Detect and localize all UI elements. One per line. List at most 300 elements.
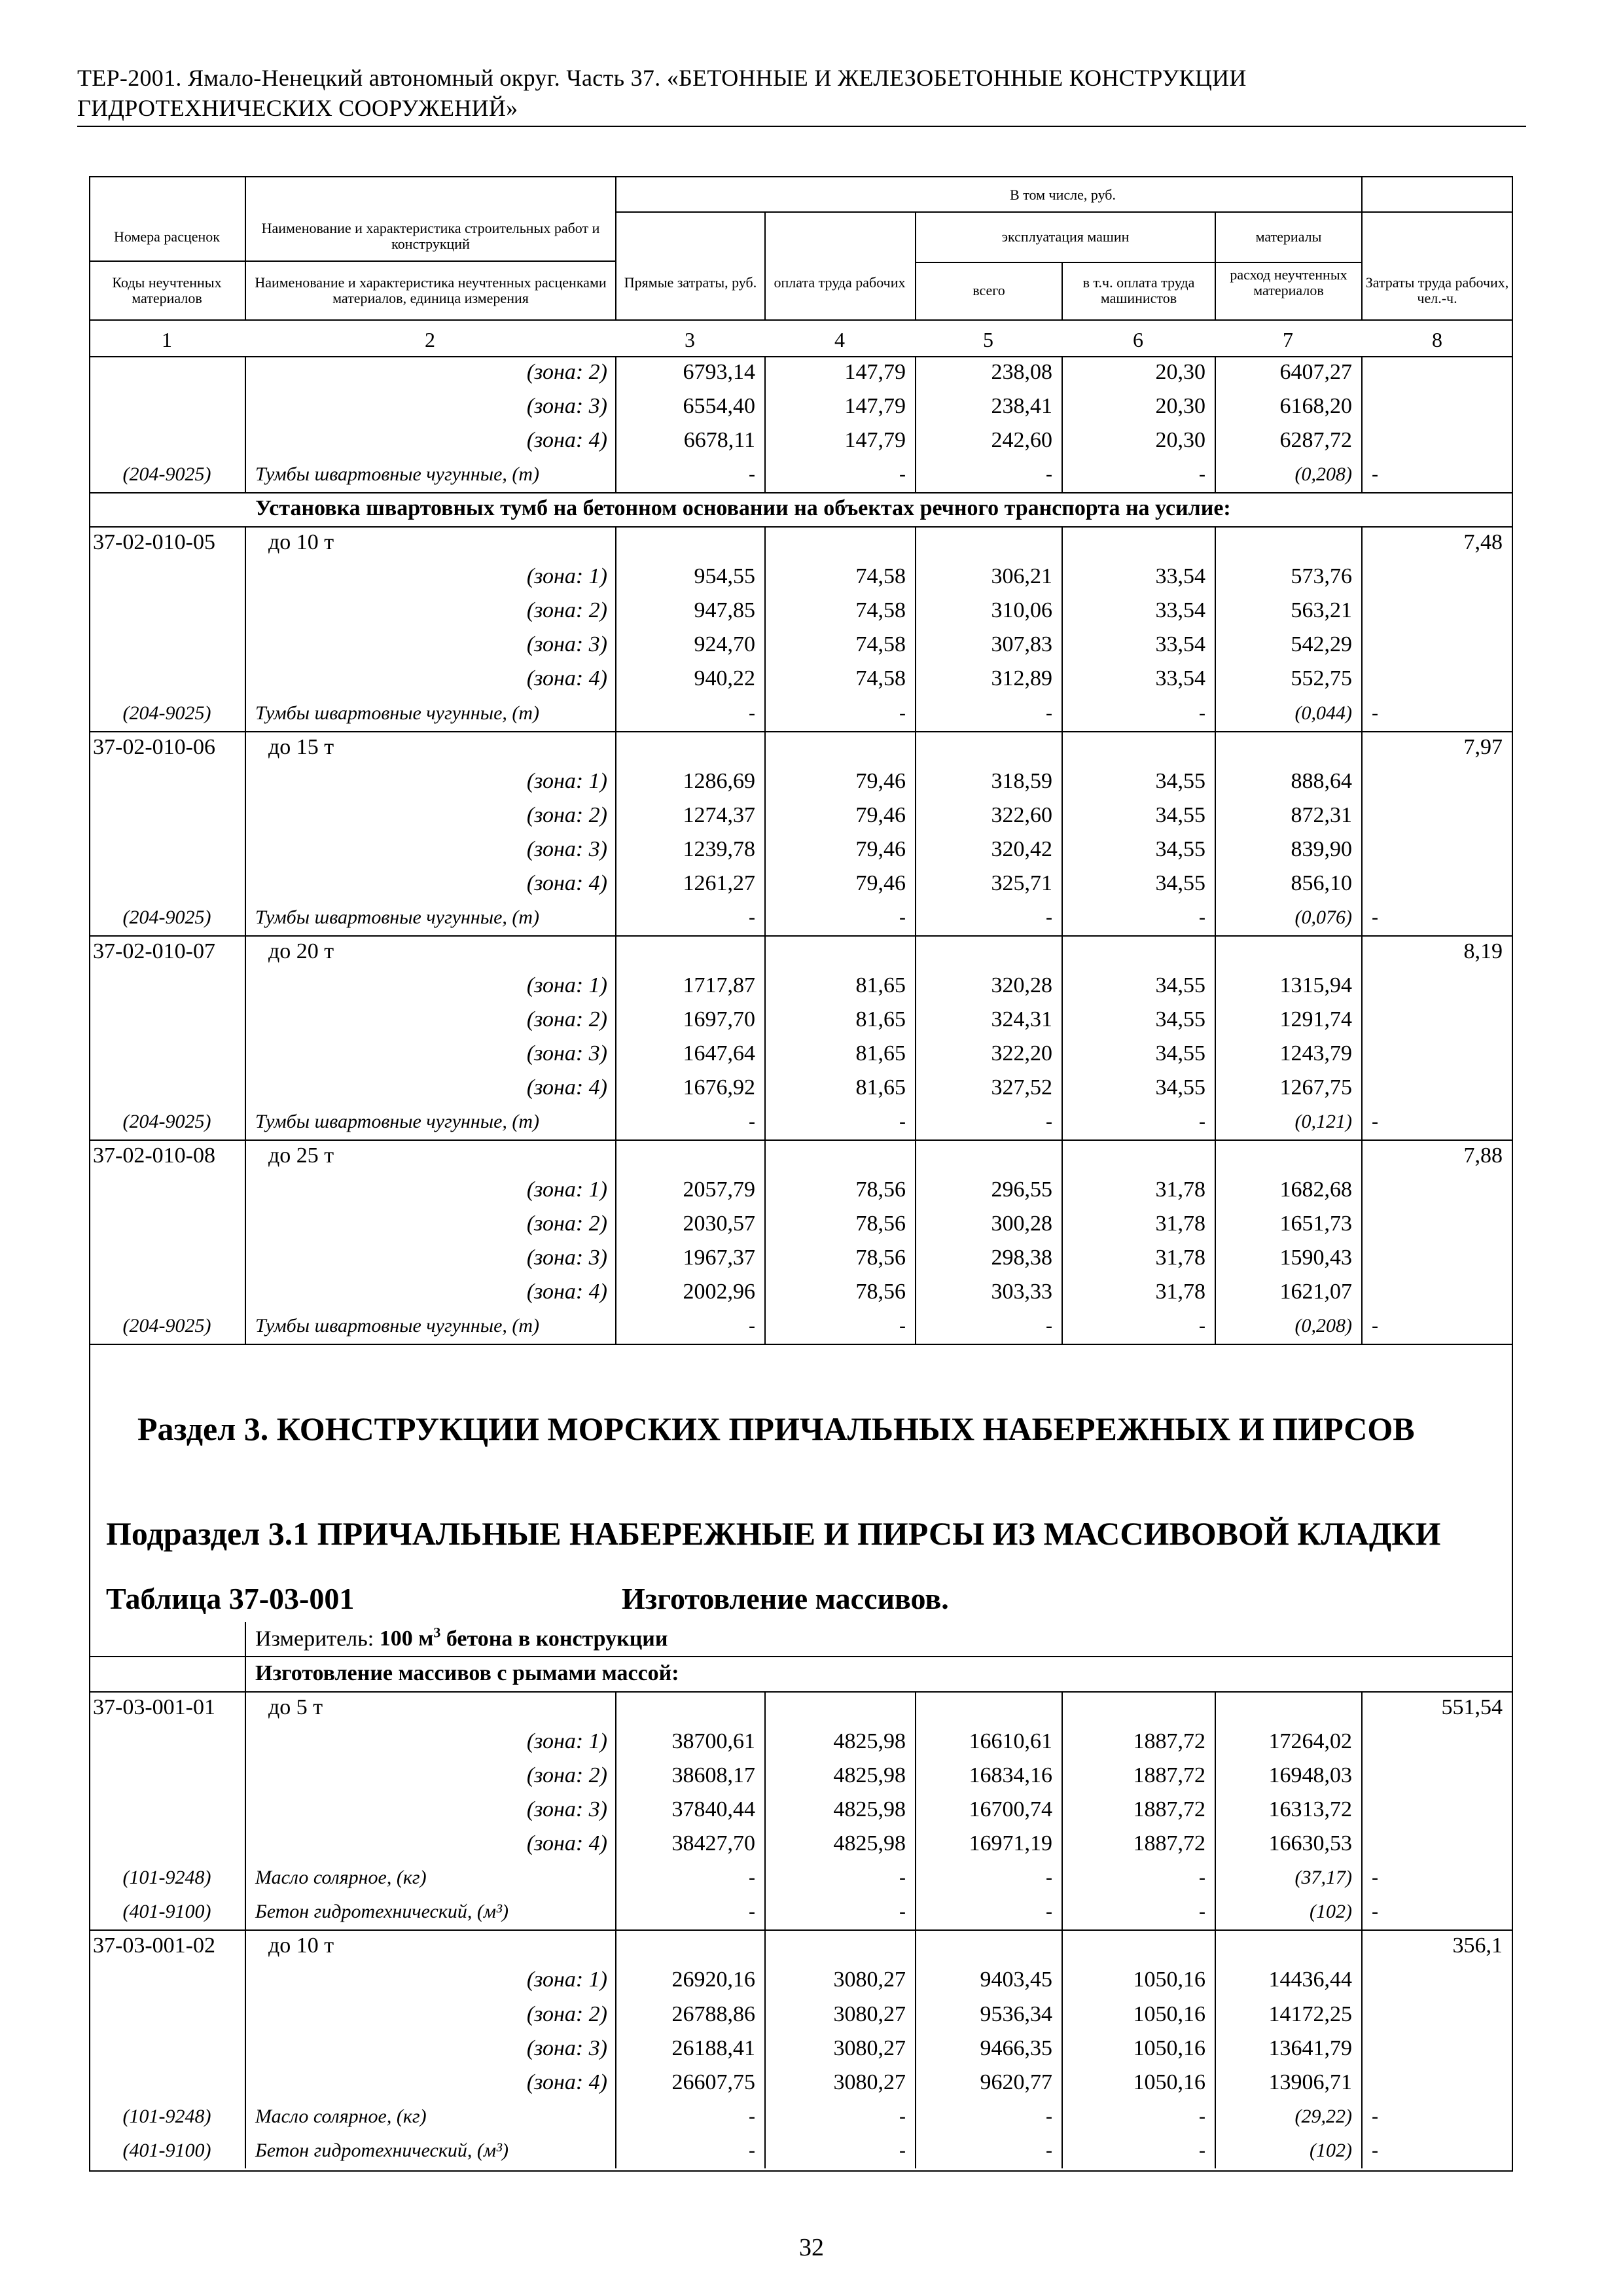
value-cell: 1887,72 — [1133, 1831, 1205, 1856]
rate-code: 37-02-010-07 — [93, 939, 215, 963]
rate-name: до 15 т — [268, 734, 334, 759]
column-rule — [915, 211, 916, 319]
value-cell: 33,54 — [1155, 666, 1205, 691]
material-value: - — [1046, 702, 1052, 724]
zone-label: (зона: 1) — [526, 1177, 607, 1202]
value-cell: 1887,72 — [1133, 1797, 1205, 1822]
value-cell: 34,55 — [1155, 973, 1205, 997]
value-cell: 1291,74 — [1279, 1007, 1352, 1031]
zone-label: (зона: 1) — [526, 1967, 607, 1992]
material-code: (204-9025) — [122, 906, 211, 928]
zone-label: (зона: 4) — [526, 666, 607, 691]
rate-code: 37-02-010-06 — [93, 734, 215, 759]
value-cell: 1050,16 — [1133, 1967, 1205, 1992]
rate-name: до 20 т — [268, 939, 334, 963]
value-cell: 31,78 — [1155, 1280, 1205, 1304]
material-value: - — [899, 2105, 906, 2127]
material-labor: - — [1372, 2139, 1378, 2161]
value-cell: 14172,25 — [1268, 2001, 1352, 2026]
value-cell: 38608,17 — [671, 1763, 755, 1788]
value-cell: 1651,73 — [1279, 1211, 1352, 1236]
head-col2-top: Наименование и характеристика строительных работ и конструкций — [261, 220, 600, 252]
material-labor: - — [1372, 2105, 1378, 2127]
column-rule — [764, 211, 766, 319]
column-number: 8 — [1432, 328, 1442, 351]
zone-label: (зона: 2) — [526, 598, 607, 623]
value-cell: 74,58 — [855, 666, 906, 691]
material-value: - — [1199, 1315, 1205, 1337]
value-cell: 17264,02 — [1268, 1729, 1352, 1754]
value-cell: 1286,69 — [683, 768, 755, 793]
value-cell: 300,28 — [991, 1211, 1052, 1236]
material-value: - — [899, 2139, 906, 2161]
group-heading: Изготовление массивов с рымами массой: — [255, 1661, 679, 1685]
material-code: (401-9100) — [122, 2139, 211, 2161]
zone-label: (зона: 4) — [526, 1831, 607, 1856]
material-labor: - — [1372, 1867, 1378, 1889]
value-cell: 34,55 — [1155, 870, 1205, 895]
head-col1-bottom: Коды неучтенных материалов — [112, 274, 222, 306]
head-col8: Затраты труда рабочих, чел.-ч. — [1365, 274, 1509, 306]
column-rule — [915, 526, 916, 1344]
group-heading: Установка швартовных тумб на бетонном основании на объектах речного транспорта на усилие: — [255, 496, 1231, 521]
zone-label: (зона: 3) — [526, 1246, 607, 1270]
material-value: - — [1199, 463, 1205, 486]
value-cell: 34,55 — [1155, 836, 1205, 861]
value-cell: 34,55 — [1155, 1041, 1205, 1066]
value-cell: 78,56 — [855, 1246, 906, 1270]
material-value: (102) — [1310, 1901, 1352, 1923]
material-value: (0,208) — [1294, 1315, 1352, 1337]
zone-label: (зона: 4) — [526, 2070, 607, 2094]
value-cell: 1590,43 — [1279, 1246, 1352, 1270]
header-rule-split — [89, 260, 615, 262]
value-cell: 1647,64 — [683, 1041, 755, 1066]
value-cell: 9620,77 — [980, 2070, 1052, 2094]
material-code: (401-9100) — [122, 1901, 211, 1923]
material-value: (37,17) — [1294, 1867, 1352, 1889]
labor-value: 7,97 — [1463, 734, 1503, 759]
rate-code: 37-03-001-01 — [93, 1695, 215, 1720]
material-name: Тумбы швартовные чугунные, (т) — [255, 1111, 540, 1133]
value-cell: 26788,86 — [671, 2001, 755, 2026]
value-cell: 79,46 — [855, 802, 906, 827]
value-cell: 79,46 — [855, 768, 906, 793]
zone-label: (зона: 2) — [526, 1763, 607, 1788]
column-rule — [1061, 526, 1063, 1344]
header-line-2: ГИДРОТЕХНИЧЕСКИХ СООРУЖЕНИЙ» — [77, 95, 518, 121]
column-number: 1 — [162, 328, 172, 351]
column-rule — [615, 356, 616, 492]
material-value: - — [1046, 1867, 1052, 1889]
column-rule — [615, 1691, 616, 2168]
value-cell: 307,83 — [991, 632, 1052, 657]
value-cell: 6407,27 — [1279, 360, 1352, 384]
value-cell: 3080,27 — [833, 2001, 906, 2026]
head-col3: Прямые затраты, руб. — [624, 274, 757, 291]
header-rule-machines — [915, 262, 1361, 263]
value-cell: 74,58 — [855, 598, 906, 623]
value-cell: 1887,72 — [1133, 1763, 1205, 1788]
table-rule-end-1 — [89, 1344, 1513, 1345]
value-cell: 2057,79 — [683, 1177, 755, 1202]
head-col1-top: Номера расценок — [114, 228, 220, 245]
value-cell: 79,46 — [855, 836, 906, 861]
value-cell: 13641,79 — [1268, 2036, 1352, 2060]
value-cell: 856,10 — [1291, 870, 1352, 895]
value-cell: 325,71 — [991, 870, 1052, 895]
material-value: - — [1199, 1901, 1205, 1923]
value-cell: 1887,72 — [1133, 1729, 1205, 1754]
material-labor: - — [1372, 1315, 1378, 1337]
value-cell: 14436,44 — [1268, 1967, 1352, 1992]
value-cell: 306,21 — [991, 564, 1052, 589]
value-cell: 81,65 — [855, 1041, 906, 1066]
value-cell: 2002,96 — [683, 1280, 755, 1304]
row-group-rule — [89, 492, 1513, 493]
material-value: - — [1046, 2105, 1052, 2127]
column-number: 3 — [685, 328, 695, 351]
material-value: (0,121) — [1294, 1111, 1352, 1133]
material-value: - — [749, 2139, 755, 2161]
labor-value: 8,19 — [1463, 939, 1503, 963]
value-cell: 322,20 — [991, 1041, 1052, 1066]
value-cell: 6678,11 — [683, 428, 755, 453]
material-value: - — [899, 702, 906, 724]
value-cell: 573,76 — [1291, 564, 1352, 589]
value-cell: 947,85 — [694, 598, 755, 623]
row-group-rule — [89, 526, 1513, 528]
material-labor: - — [1372, 463, 1378, 486]
row-group-rule — [89, 1139, 1513, 1141]
material-value: - — [1046, 1901, 1052, 1923]
header-rule — [77, 126, 1526, 127]
column-rule — [1215, 1691, 1216, 2168]
value-cell: 1050,16 — [1133, 2036, 1205, 2060]
material-value: - — [1046, 906, 1052, 928]
material-value: - — [749, 1111, 755, 1133]
value-cell: 81,65 — [855, 973, 906, 997]
zone-label: (зона: 2) — [526, 1007, 607, 1031]
material-value: - — [1199, 906, 1205, 928]
material-labor: - — [1372, 702, 1378, 724]
value-cell: 38700,61 — [671, 1729, 755, 1754]
value-cell: 1315,94 — [1279, 973, 1352, 997]
head-col4: оплата труда рабочих — [774, 274, 906, 291]
page-number: 32 — [799, 2234, 824, 2261]
value-cell: 16610,61 — [969, 1729, 1052, 1754]
column-number: 5 — [983, 328, 993, 351]
header-rule-bottom — [89, 319, 1513, 321]
material-labor: - — [1372, 1901, 1378, 1923]
zone-label: (зона: 4) — [526, 870, 607, 895]
material-value: (102) — [1310, 2139, 1352, 2161]
material-value: - — [749, 2105, 755, 2127]
value-cell: 9466,35 — [980, 2036, 1052, 2060]
value-cell: 33,54 — [1155, 598, 1205, 623]
value-cell: 16834,16 — [969, 1763, 1052, 1788]
column-rule — [1061, 356, 1063, 492]
value-cell: 1050,16 — [1133, 2001, 1205, 2026]
value-cell: 318,59 — [991, 768, 1052, 793]
material-code: (101-9248) — [122, 2105, 211, 2127]
value-cell: 242,60 — [991, 428, 1052, 453]
value-cell: 16313,72 — [1268, 1797, 1352, 1822]
value-cell: 552,75 — [1291, 666, 1352, 691]
value-cell: 16971,19 — [969, 1831, 1052, 1856]
material-code: (204-9025) — [122, 1111, 211, 1133]
head-group-machines: эксплуатация машин — [1001, 228, 1130, 245]
value-cell: 31,78 — [1155, 1211, 1205, 1236]
column-rule — [1061, 262, 1063, 319]
value-cell: 78,56 — [855, 1280, 906, 1304]
value-cell: 16948,03 — [1268, 1763, 1352, 1788]
material-value: - — [1046, 2139, 1052, 2161]
header-rule-nums — [89, 356, 1513, 357]
head-group-materials: материалы — [1255, 228, 1322, 245]
value-cell: 26188,41 — [671, 2036, 755, 2060]
value-cell: 940,22 — [694, 666, 755, 691]
material-value: - — [1046, 1315, 1052, 1337]
value-cell: 238,08 — [991, 360, 1052, 384]
material-value: - — [899, 1867, 906, 1889]
material-value: (0,208) — [1294, 463, 1352, 486]
value-cell: 872,31 — [1291, 802, 1352, 827]
value-cell: 9536,34 — [980, 2001, 1052, 2026]
column-rule — [764, 526, 766, 1344]
column-rule — [1215, 526, 1216, 1344]
material-value: - — [1046, 463, 1052, 486]
column-number: 7 — [1283, 328, 1293, 351]
material-value: (0,076) — [1294, 906, 1352, 928]
column-rule — [615, 526, 616, 1344]
value-cell: 1243,79 — [1279, 1041, 1352, 1066]
column-rule — [1215, 211, 1216, 319]
value-cell: 4825,98 — [833, 1831, 906, 1856]
column-number: 6 — [1133, 328, 1143, 351]
column-rule — [764, 356, 766, 492]
value-cell: 1967,37 — [683, 1246, 755, 1270]
material-code: (204-9025) — [122, 463, 211, 486]
value-cell: 26607,75 — [671, 2070, 755, 2094]
material-value: - — [749, 702, 755, 724]
value-cell: 20,30 — [1155, 394, 1205, 419]
material-value: - — [1199, 1111, 1205, 1133]
material-name: Масло солярное, (кг) — [255, 2105, 427, 2127]
material-name: Тумбы швартовные чугунные, (т) — [255, 702, 540, 724]
zone-label: (зона: 1) — [526, 564, 607, 589]
column-rule — [245, 1691, 246, 2168]
material-code: (204-9025) — [122, 1315, 211, 1337]
value-cell: 1676,92 — [683, 1075, 755, 1100]
value-cell: 20,30 — [1155, 360, 1205, 384]
zone-label: (зона: 1) — [526, 1729, 607, 1754]
material-value: - — [1046, 1111, 1052, 1133]
zone-label: (зона: 3) — [526, 2036, 607, 2060]
table-number: Таблица 37-03-001 — [106, 1582, 355, 1615]
zone-label: (зона: 2) — [526, 2001, 607, 2026]
zone-label: (зона: 2) — [526, 360, 607, 384]
column-rule — [1361, 526, 1363, 1344]
material-value: - — [899, 463, 906, 486]
row-group-rule — [89, 935, 1513, 937]
value-cell: 20,30 — [1155, 428, 1205, 453]
value-cell: 147,79 — [844, 360, 906, 384]
head-col2-bottom: Наименование и характеристика неучтенных расценками материалов, единица измерения — [255, 274, 607, 306]
value-cell: 298,38 — [991, 1246, 1052, 1270]
value-cell: 34,55 — [1155, 802, 1205, 827]
material-value: - — [899, 1315, 906, 1337]
value-cell: 34,55 — [1155, 768, 1205, 793]
value-cell: 3080,27 — [833, 2070, 906, 2094]
material-value: - — [899, 906, 906, 928]
value-cell: 324,31 — [991, 1007, 1052, 1031]
material-value: - — [749, 463, 755, 486]
labor-value: 356,1 — [1452, 1933, 1503, 1958]
value-cell: 74,58 — [855, 564, 906, 589]
zone-label: (зона: 3) — [526, 632, 607, 657]
material-value: - — [1199, 2105, 1205, 2127]
page-header — [77, 63, 1517, 123]
column-number: 4 — [834, 328, 845, 351]
meter-label: Измеритель: — [255, 1626, 380, 1651]
value-cell: 33,54 — [1155, 564, 1205, 589]
rate-code: 37-02-010-05 — [93, 530, 215, 555]
material-value: (0,044) — [1294, 702, 1352, 724]
zone-label: (зона: 4) — [526, 428, 607, 453]
value-cell: 33,54 — [1155, 632, 1205, 657]
zone-label: (зона: 2) — [526, 1211, 607, 1236]
value-cell: 1239,78 — [683, 836, 755, 861]
zone-label: (зона: 4) — [526, 1280, 607, 1304]
value-cell: 1697,70 — [683, 1007, 755, 1031]
value-cell: 312,89 — [991, 666, 1052, 691]
rate-name: до 5 т — [268, 1695, 323, 1720]
header-rule-incl — [615, 211, 1513, 213]
column-rule — [1361, 356, 1363, 492]
value-cell: 563,21 — [1291, 598, 1352, 623]
zone-label: (зона: 4) — [526, 1075, 607, 1100]
value-cell: 6554,40 — [683, 394, 755, 419]
column-rule — [615, 176, 616, 319]
column-rule — [764, 1691, 766, 2168]
column-rule — [915, 1691, 916, 2168]
material-value: - — [1199, 702, 1205, 724]
value-cell: 924,70 — [694, 632, 755, 657]
material-value: - — [749, 1315, 755, 1337]
head-col6: в т.ч. оплата труда машинистов — [1082, 274, 1195, 306]
material-value: - — [749, 906, 755, 928]
column-rule — [245, 176, 246, 319]
value-cell: 147,79 — [844, 394, 906, 419]
head-col7: расход неучтенных материалов — [1230, 266, 1347, 298]
value-cell: 9403,45 — [980, 1967, 1052, 1992]
subsection-title: Подраздел 3.1 ПРИЧАЛЬНЫЕ НАБЕРЕЖНЫЕ И ПИРСЫ ИЗ МАССИВОВОЙ КЛАДКИ — [106, 1515, 1441, 1552]
value-cell: 238,41 — [991, 394, 1052, 419]
value-cell: 31,78 — [1155, 1246, 1205, 1270]
column-rule — [1061, 1691, 1063, 2168]
zone-label: (зона: 3) — [526, 394, 607, 419]
meter-value: 100 $м^3$ — [379, 1624, 441, 1651]
row-group-rule — [89, 1929, 1513, 1931]
value-cell: 954,55 — [694, 564, 755, 589]
value-cell: 3080,27 — [833, 1967, 906, 1992]
value-cell: 327,52 — [991, 1075, 1052, 1100]
value-cell: 322,60 — [991, 802, 1052, 827]
value-cell: 78,56 — [855, 1211, 906, 1236]
value-cell: 34,55 — [1155, 1007, 1205, 1031]
value-cell: 1274,37 — [683, 802, 755, 827]
value-cell: 2030,57 — [683, 1211, 755, 1236]
value-cell: 74,58 — [855, 632, 906, 657]
zone-label: (зона: 3) — [526, 1797, 607, 1822]
value-cell: 6168,20 — [1279, 394, 1352, 419]
value-cell: 839,90 — [1291, 836, 1352, 861]
zone-label: (зона: 2) — [526, 802, 607, 827]
column-number: 2 — [425, 328, 435, 351]
material-code: (204-9025) — [122, 702, 211, 724]
value-cell: 296,55 — [991, 1177, 1052, 1202]
meter-unit-exponent: 3 — [433, 1624, 441, 1641]
material-name: Тумбы швартовные чугунные, (т) — [255, 463, 540, 486]
value-cell: 26920,16 — [671, 1967, 755, 1992]
value-cell: 320,42 — [991, 836, 1052, 861]
value-cell: 6287,72 — [1279, 428, 1352, 453]
material-value: - — [1199, 2139, 1205, 2161]
rate-code: 37-02-010-08 — [93, 1143, 215, 1168]
value-cell: 147,79 — [844, 428, 906, 453]
zone-label: (зона: 3) — [526, 1041, 607, 1066]
value-cell: 1261,27 — [683, 870, 755, 895]
material-name: Масло солярное, (кг) — [255, 1867, 427, 1889]
zone-label: (зона: 3) — [526, 836, 607, 861]
table-rule-meter — [89, 1656, 1513, 1657]
value-cell: 16630,53 — [1268, 1831, 1352, 1856]
material-code: (101-9248) — [122, 1867, 211, 1889]
value-cell: 16700,74 — [969, 1797, 1052, 1822]
row-group-rule — [89, 1691, 1513, 1693]
value-cell: 4825,98 — [833, 1763, 906, 1788]
value-cell: 37840,44 — [671, 1797, 755, 1822]
value-cell: 1682,68 — [1279, 1177, 1352, 1202]
value-cell: 31,78 — [1155, 1177, 1205, 1202]
value-cell: 38427,70 — [671, 1831, 755, 1856]
value-cell: 3080,27 — [833, 2036, 906, 2060]
meter-tail: бетона в конструкции — [440, 1626, 668, 1651]
value-cell: 888,64 — [1291, 768, 1352, 793]
table-meter — [255, 1626, 668, 1650]
column-rule — [245, 1657, 246, 1691]
column-rule — [245, 1622, 246, 1657]
value-cell: 34,55 — [1155, 1075, 1205, 1100]
value-cell: 303,33 — [991, 1280, 1052, 1304]
rate-name: до 25 т — [268, 1143, 334, 1168]
rate-name: до 10 т — [268, 1933, 334, 1958]
material-value: - — [749, 1901, 755, 1923]
head-group-incl: В том числе, руб. — [1010, 187, 1116, 203]
value-cell: 79,46 — [855, 870, 906, 895]
value-cell: 4825,98 — [833, 1797, 906, 1822]
column-rule — [1361, 1691, 1363, 2168]
labor-value: 7,48 — [1463, 530, 1503, 555]
value-cell: 310,06 — [991, 598, 1052, 623]
section-title: Раздел 3. КОНСТРУКЦИИ МОРСКИХ ПРИЧАЛЬНЫХ НАБЕРЕЖНЫХ И ПИРСОВ — [137, 1410, 1415, 1447]
material-value: - — [1199, 1867, 1205, 1889]
row-group-rule — [89, 731, 1513, 732]
column-rule — [245, 526, 246, 1344]
material-name: Тумбы швартовные чугунные, (т) — [255, 1315, 540, 1337]
material-name: Бетон гидротехнический, (м³) — [255, 1901, 509, 1923]
